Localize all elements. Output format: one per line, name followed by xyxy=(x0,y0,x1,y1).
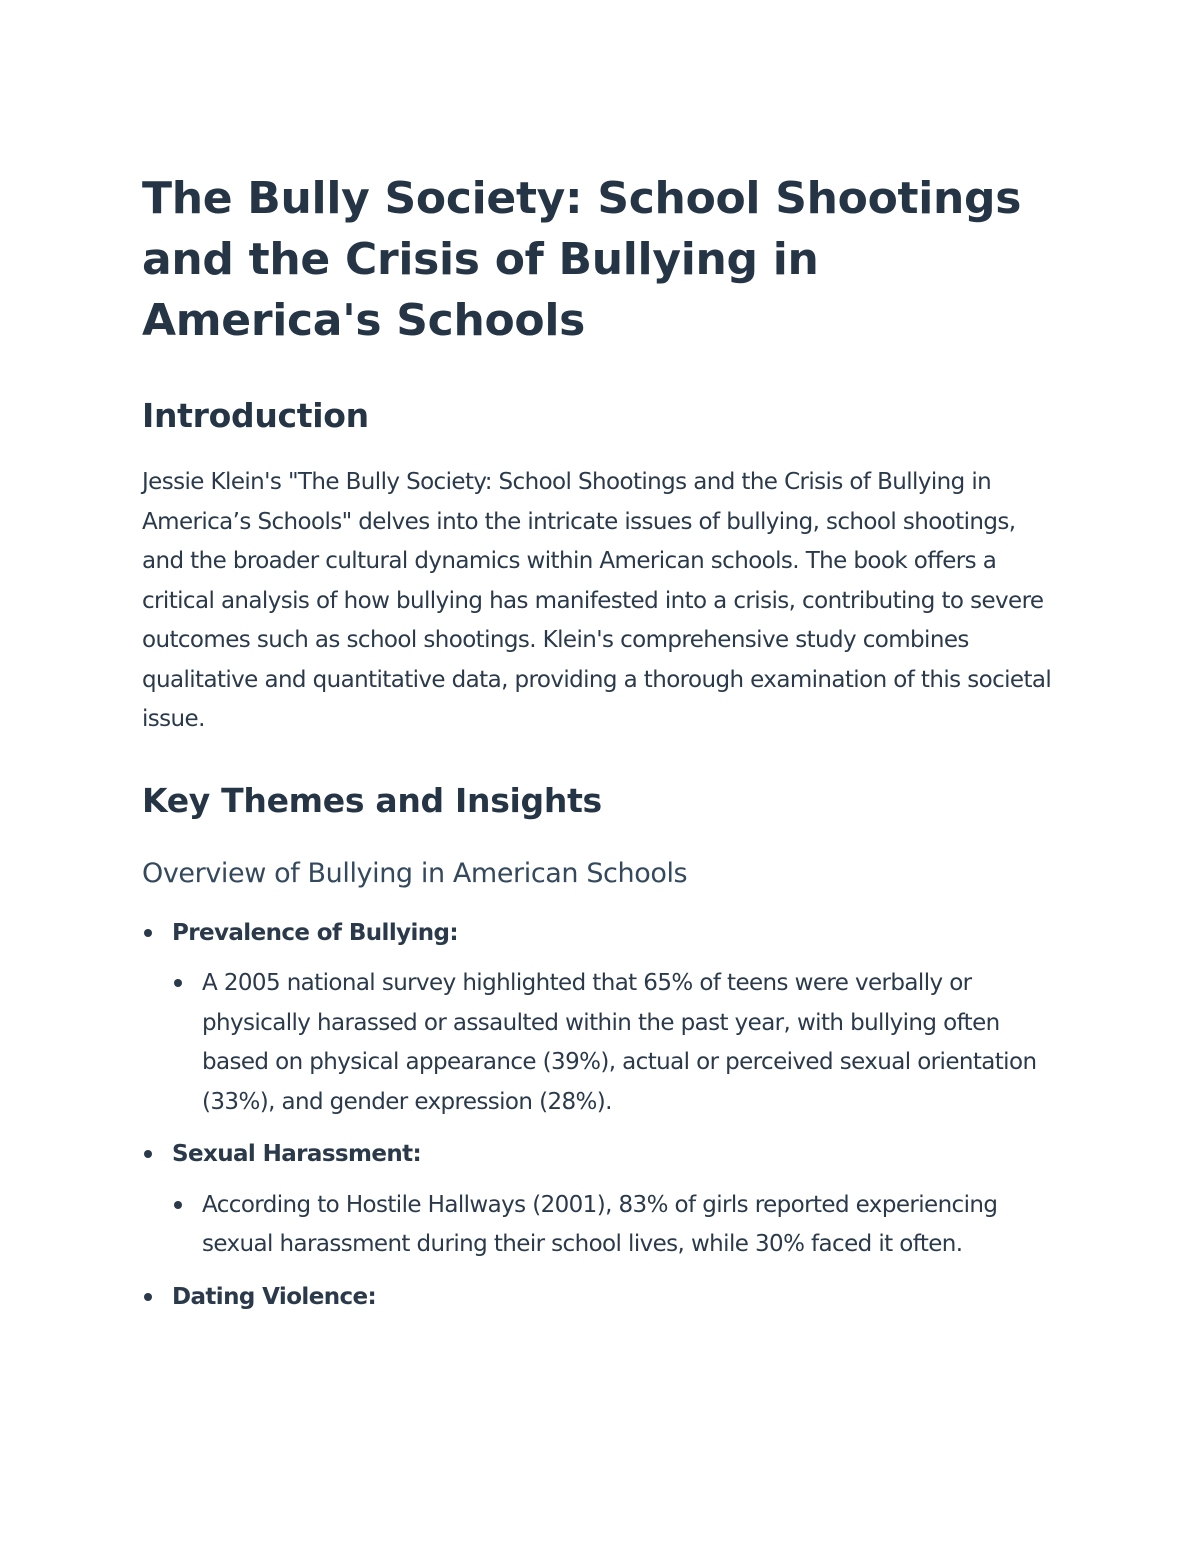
bullet-icon xyxy=(174,1201,182,1209)
subheading-overview: Overview of Bullying in American Schools xyxy=(142,857,688,889)
bullet-icon xyxy=(144,1150,152,1158)
list-item-label: Prevalence of Bullying: xyxy=(172,919,459,946)
list-item xyxy=(142,1278,1062,1318)
sub-list xyxy=(172,964,1062,1122)
bullet-icon xyxy=(144,1293,152,1301)
list-item xyxy=(142,914,1062,1123)
sub-list xyxy=(172,1186,1062,1265)
introduction-paragraph: Jessie Klein's "The Bully Society: School Shootings and the Crisis of Bullying in America’s Schools" delves into the intricate issues of bullying, school shootings, and the broader cultural dynamics within American schools. The book offers a critical analysis of how bullying has manifested into a crisis, contributing to severe outcomes such as school shootings. Klein's comprehensive study combines qualitative and quantitative data, providing a thorough examination of this societal issue. xyxy=(142,469,1052,732)
list-item xyxy=(142,1135,1062,1265)
sub-list-item-text: According to Hostile Hallways (2001), 83% of girls reported experiencing sexual harassment during their school lives, while 30% faced it often. xyxy=(202,1191,998,1257)
document-title: The Bully Society: School Shootings and the Crisis of Bullying in America's Schools xyxy=(142,173,1022,346)
bullet-icon xyxy=(144,929,152,937)
themes-list xyxy=(142,914,1062,1318)
section-heading-introduction: Introduction xyxy=(142,396,369,435)
sub-list-item-text: A 2005 national survey highlighted that 65% of teens were verbally or physically harassed or assaulted within the past year, with bullying often based on physical appearance (39%), actual or perceived sexual orientation (33%), and gender expression (28%). xyxy=(202,970,1037,1115)
sub-list-item xyxy=(172,964,1062,1122)
list-item-label: Dating Violence: xyxy=(172,1283,377,1310)
sub-list-item xyxy=(172,1186,1062,1265)
bullet-icon xyxy=(174,979,182,987)
document-page xyxy=(142,168,1062,1317)
list-item-label: Sexual Harassment: xyxy=(172,1141,422,1167)
section-heading-key-themes: Key Themes and Insights xyxy=(142,780,602,820)
